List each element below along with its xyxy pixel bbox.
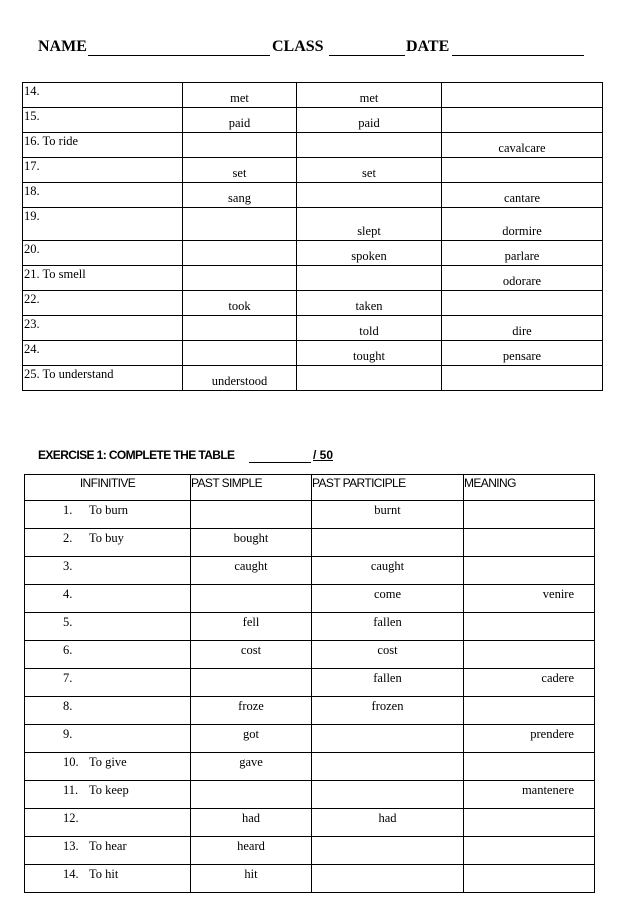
infinitive-cell [25, 865, 191, 893]
past-simple-cell: paid [183, 108, 297, 133]
table-row [25, 585, 595, 613]
past-participle-cell: told [297, 316, 442, 341]
header-meaning: MEANING [464, 475, 595, 501]
header-infinitive: INFINITIVE [25, 475, 191, 501]
past-participle-cell[interactable] [312, 529, 464, 557]
past-participle-cell: fallen [312, 613, 464, 641]
past-participle-cell: cost [312, 641, 464, 669]
meaning-cell[interactable] [442, 291, 603, 316]
infinitive-cell[interactable] [25, 809, 191, 837]
infinitive-cell: 17. [23, 158, 183, 183]
infinitive-cell: 23. [23, 316, 183, 341]
header-past-participle: PAST PARTICIPLE [312, 475, 464, 501]
past-simple-cell[interactable] [191, 781, 312, 809]
infinitive-text: To keep [89, 783, 129, 797]
class-blank-line[interactable] [329, 55, 405, 56]
table-row [23, 366, 603, 391]
past-simple-cell: got [191, 725, 312, 753]
past-participle-cell: slept [297, 208, 442, 241]
item-number: 6. [63, 643, 73, 657]
meaning-cell: venire [464, 585, 595, 613]
past-participle-cell: come [312, 585, 464, 613]
meaning-cell: dormire [442, 208, 603, 241]
table-row [25, 641, 595, 669]
past-simple-cell[interactable] [183, 133, 297, 158]
past-simple-cell: bought [191, 529, 312, 557]
past-participle-cell: frozen [312, 697, 464, 725]
table-row [23, 291, 603, 316]
meaning-cell[interactable] [442, 158, 603, 183]
infinitive-cell: 20. [23, 241, 183, 266]
past-simple-cell: had [191, 809, 312, 837]
infinitive-cell [25, 501, 191, 529]
past-simple-cell[interactable] [183, 316, 297, 341]
infinitive-cell [25, 837, 191, 865]
infinitive-cell [25, 781, 191, 809]
past-participle-cell: fallen [312, 669, 464, 697]
meaning-cell: mantenere [464, 781, 595, 809]
table-row [25, 613, 595, 641]
infinitive-cell: 16. To ride [23, 133, 183, 158]
past-participle-cell: set [297, 158, 442, 183]
meaning-cell: cavalcare [442, 133, 603, 158]
past-simple-cell[interactable] [183, 341, 297, 366]
meaning-cell[interactable] [464, 809, 595, 837]
past-simple-cell[interactable] [183, 208, 297, 241]
item-number: 8. [63, 699, 73, 713]
past-participle-cell: met [297, 83, 442, 108]
past-simple-cell: fell [191, 613, 312, 641]
item-number: 14. [63, 867, 79, 881]
past-simple-cell: took [183, 291, 297, 316]
past-simple-cell[interactable] [191, 585, 312, 613]
item-number: 7. [63, 671, 73, 685]
table-row [23, 316, 603, 341]
score-total: / 50 [313, 448, 334, 462]
infinitive-cell[interactable] [25, 585, 191, 613]
meaning-cell: dire [442, 316, 603, 341]
past-participle-cell[interactable] [312, 725, 464, 753]
item-number: 4. [63, 587, 73, 601]
table-row [25, 781, 595, 809]
past-simple-cell: heard [191, 837, 312, 865]
infinitive-cell[interactable] [25, 641, 191, 669]
table-row [25, 501, 595, 529]
name-label: NAME [38, 38, 87, 55]
past-simple-cell: met [183, 83, 297, 108]
past-participle-cell[interactable] [297, 183, 442, 208]
past-participle-cell: had [312, 809, 464, 837]
verbs-table-continued [22, 82, 603, 391]
infinitive-cell: 24. [23, 341, 183, 366]
past-participle-cell[interactable] [312, 865, 464, 893]
table-row [23, 241, 603, 266]
meaning-cell[interactable] [464, 501, 595, 529]
infinitive-text: To give [89, 755, 127, 769]
table-row [23, 108, 603, 133]
past-simple-cell: gave [191, 753, 312, 781]
infinitive-text: To burn [89, 503, 129, 517]
past-participle-cell: paid [297, 108, 442, 133]
past-participle-cell[interactable] [297, 366, 442, 391]
name-blank-line[interactable] [88, 55, 270, 56]
infinitive-cell: 18. [23, 183, 183, 208]
table-row [25, 697, 595, 725]
exercise-title: EXERCISE 1: COMPLETE THE TABLE [38, 448, 235, 462]
infinitive-cell: 25. To understand [23, 366, 183, 391]
infinitive-text: To hit [89, 867, 119, 881]
infinitive-cell: 15. [23, 108, 183, 133]
infinitive-cell: 21. To smell [23, 266, 183, 291]
past-participle-cell[interactable] [312, 781, 464, 809]
meaning-cell[interactable] [442, 108, 603, 133]
infinitive-cell[interactable] [25, 697, 191, 725]
date-label: DATE [406, 38, 450, 55]
table-row [23, 208, 603, 241]
past-simple-cell: caught [191, 557, 312, 585]
item-number: 5. [63, 615, 73, 629]
table-row [25, 557, 595, 585]
infinitive-cell[interactable] [25, 557, 191, 585]
meaning-cell[interactable] [464, 641, 595, 669]
table-row [23, 266, 603, 291]
table-row [25, 529, 595, 557]
meaning-cell: cantare [442, 183, 603, 208]
table-row [25, 725, 595, 753]
item-number: 13. [63, 839, 79, 853]
table-row [23, 158, 603, 183]
meaning-cell: prendere [464, 725, 595, 753]
past-simple-cell: set [183, 158, 297, 183]
past-simple-cell: froze [191, 697, 312, 725]
worksheet-header [38, 38, 598, 60]
table-row [25, 809, 595, 837]
past-participle-cell: spoken [297, 241, 442, 266]
past-participle-cell: tought [297, 341, 442, 366]
score-blank-line[interactable] [249, 462, 311, 463]
table-row [25, 753, 595, 781]
past-participle-cell[interactable] [297, 266, 442, 291]
infinitive-cell[interactable] [25, 669, 191, 697]
exercise-score [313, 448, 333, 462]
meaning-cell: parlare [442, 241, 603, 266]
header-past-simple: PAST SIMPLE [191, 475, 312, 501]
item-number: 9. [63, 727, 73, 741]
date-blank-line[interactable] [452, 55, 584, 56]
past-participle-cell[interactable] [297, 133, 442, 158]
table-row [23, 341, 603, 366]
infinitive-cell[interactable] [25, 613, 191, 641]
meaning-cell[interactable] [464, 557, 595, 585]
table-row [25, 865, 595, 893]
meaning-cell: pensare [442, 341, 603, 366]
past-simple-cell[interactable] [183, 266, 297, 291]
item-number: 11. [63, 783, 79, 797]
infinitive-cell: 14. [23, 83, 183, 108]
infinitive-cell: 22. [23, 291, 183, 316]
meaning-cell: cadere [464, 669, 595, 697]
item-number: 3. [63, 559, 73, 573]
meaning-cell[interactable] [464, 529, 595, 557]
meaning-cell[interactable] [464, 753, 595, 781]
past-simple-cell[interactable] [191, 669, 312, 697]
item-number: 12. [63, 811, 79, 825]
table-row [23, 133, 603, 158]
past-simple-cell: understood [183, 366, 297, 391]
past-simple-cell[interactable] [191, 501, 312, 529]
past-simple-cell: cost [191, 641, 312, 669]
table-row [25, 669, 595, 697]
item-number: 2. [63, 531, 73, 545]
past-simple-cell: sang [183, 183, 297, 208]
past-participle-cell: taken [297, 291, 442, 316]
meaning-cell[interactable] [442, 83, 603, 108]
infinitive-cell [25, 529, 191, 557]
meaning-cell[interactable] [464, 613, 595, 641]
meaning-cell[interactable] [464, 697, 595, 725]
past-simple-cell: hit [191, 865, 312, 893]
meaning-cell[interactable] [442, 366, 603, 391]
item-number: 1. [63, 503, 73, 517]
past-participle-cell: burnt [312, 501, 464, 529]
infinitive-cell [25, 753, 191, 781]
meaning-cell[interactable] [464, 837, 595, 865]
infinitive-cell[interactable] [25, 725, 191, 753]
infinitive-cell: 19. [23, 208, 183, 241]
table-row [23, 183, 603, 208]
table-row [23, 83, 603, 108]
past-simple-cell[interactable] [183, 241, 297, 266]
exercise-header-row [25, 475, 595, 501]
item-number: 10. [63, 755, 79, 769]
past-participle-cell[interactable] [312, 837, 464, 865]
meaning-cell[interactable] [464, 865, 595, 893]
infinitive-text: To hear [89, 839, 127, 853]
past-participle-cell[interactable] [312, 753, 464, 781]
class-label: CLASS [272, 38, 324, 55]
past-participle-cell: caught [312, 557, 464, 585]
meaning-cell: odorare [442, 266, 603, 291]
infinitive-text: To buy [89, 531, 124, 545]
table-row [25, 837, 595, 865]
exercise-table [24, 474, 595, 893]
